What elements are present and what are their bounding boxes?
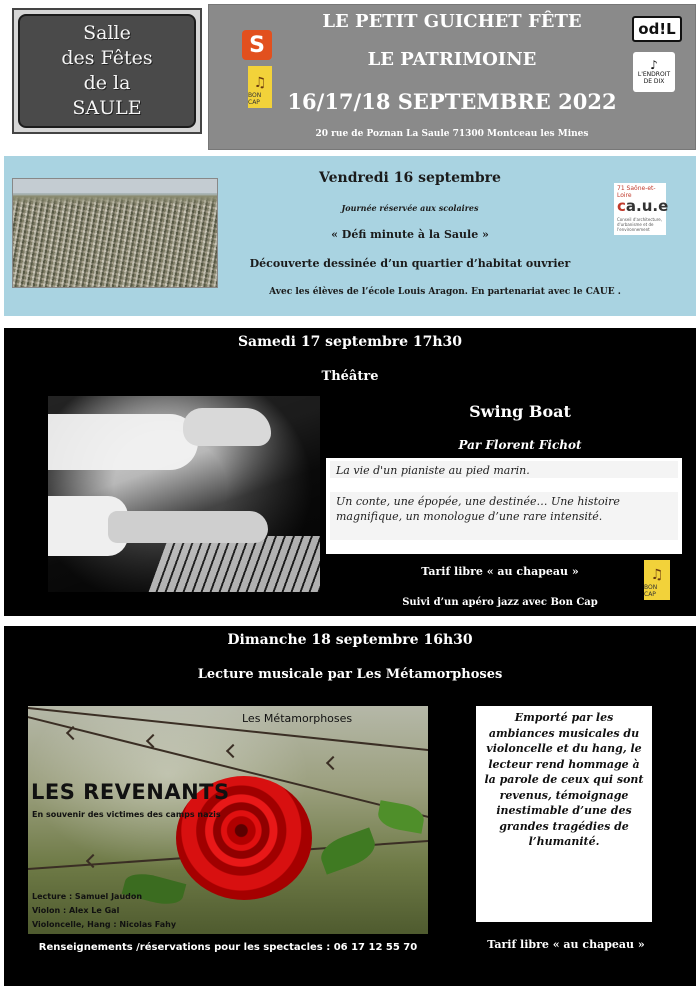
saturday-tarif: Tarif libre « au chapeau » — [421, 565, 579, 578]
barbed-wire-1 — [28, 706, 428, 752]
aerial-photo-sky — [13, 179, 217, 193]
saturday-show-title: Swing Boat — [469, 402, 571, 421]
friday-title: Vendredi 16 septembre — [319, 170, 501, 186]
sunday-tarif: Tarif libre « au chapeau » — [487, 938, 645, 951]
caue-logo-region: 71 Saône-et-Loire — [617, 185, 656, 199]
poster-title: LES REVENANTS — [31, 780, 230, 804]
friday-description: Découverte dessinée d’un quartier d’habitat ouvrier — [249, 257, 571, 270]
endroit-symbol-icon: ♪ — [650, 58, 658, 72]
pianist-photo — [48, 396, 320, 592]
caue-logo-caption: Conseil d'architecture, d'urbanisme et de l'environnement — [617, 217, 662, 232]
poster-brand: Les Métamorphoses — [242, 712, 353, 725]
endroit-logo-icon — [633, 52, 675, 92]
plaque-line-2: des Fêtes — [61, 47, 153, 69]
photo-hand-upper — [183, 408, 271, 446]
boncap-figure-icon-2: ♫ — [650, 567, 664, 583]
boncap-logo-icon — [248, 66, 272, 108]
sunday-title: Dimanche 18 septembre 16h30 — [227, 632, 473, 648]
poster-credit-lecture: Lecture : Samuel Jaudon — [32, 892, 143, 901]
les-revenants-poster — [28, 706, 428, 934]
saturday-description-box — [326, 458, 682, 554]
saturday-follow-up: Suivi d’un apéro jazz avec Bon Cap — [402, 597, 598, 608]
barb-icon — [226, 744, 240, 758]
boncap-logo-label: BON CAP — [248, 92, 262, 106]
rose-leaf-2 — [376, 800, 426, 834]
saturday-show-author: Par Florent Fichot — [458, 438, 582, 452]
poster-credit-violoncelle: Violoncelle, Hang : Nicolas Fahy — [32, 920, 177, 929]
saturday-title: Samedi 17 septembre 17h30 — [237, 334, 463, 350]
caue-logo-mark-aue: a.u.e — [625, 197, 669, 215]
caue-logo-mark — [617, 197, 668, 215]
caue-logo-mark-c: c — [617, 197, 626, 215]
photo-piano-keys — [147, 536, 320, 592]
aerial-photo-la-saule — [12, 178, 218, 288]
header-title-line-1: LE PETIT GUICHET FÊTE — [322, 11, 582, 32]
friday-note: Journée réservée aux scolaires — [341, 203, 479, 213]
boncap-logo-icon-2 — [644, 560, 670, 600]
plaque-line-1: Salle — [83, 22, 131, 44]
saturday-category: Théâtre — [321, 369, 379, 384]
barb-icon — [326, 756, 340, 770]
endroit-logo-label: L'ENDROIT DE DIX — [637, 71, 671, 85]
header-dates: 16/17/18 SEPTEMBRE 2022 — [287, 89, 617, 114]
sunday-subtitle: Lecture musicale par Les Métamorphoses — [197, 667, 503, 682]
plaque-text — [18, 14, 196, 128]
header-banner — [208, 4, 696, 150]
boncap-figure-icon: ♫ — [253, 75, 267, 91]
plaque-line-4: SAULE — [72, 97, 142, 119]
caue-logo-icon — [614, 183, 669, 235]
saturday-description-2: Un conte, une épopée, une destinée… Une histoire magnifique, un monologue d’une rare intensité. — [336, 495, 620, 523]
friday-partners: Avec les élèves de l’école Louis Aragon. En partenariat avec le CAUE . — [269, 287, 621, 297]
salle-des-fetes-plaque — [12, 8, 202, 134]
poster-credit-violon: Violon : Alex Le Gal — [32, 906, 120, 915]
saturday-description-1: La vie d'un pianiste au pied marin. — [336, 464, 530, 477]
poster-subtitle: En souvenir des victimes des camps nazis — [32, 810, 221, 819]
header-address: 20 rue de Poznan La Saule 71300 Montceau les Mines — [315, 129, 589, 139]
boncap-logo-label-2: BON CAP — [644, 584, 658, 598]
s-logo-icon: S — [242, 30, 272, 60]
reservation-contact: Renseignements /réservations pour les spectacles : 06 17 12 55 70 — [38, 942, 418, 953]
photo-hand-lower — [108, 511, 268, 543]
header-title-line-2: LE PATRIMOINE — [367, 49, 537, 70]
rose-leaf-3 — [122, 869, 187, 910]
odil-logo-icon: od!L — [632, 16, 682, 42]
barb-icon — [86, 854, 100, 868]
friday-event: « Défi minute à la Saule » — [331, 228, 489, 241]
rose-leaf-1 — [317, 827, 380, 874]
photo-sleeve-upper — [48, 414, 198, 470]
sunday-description: Emporté par les ambiances musicales du violoncelle et du hang, le lecteur rend hommage à la parole de ceux qui sont revenus, témoignage inestimable d’une des grandes tragédies de l’humanité. — [476, 706, 652, 922]
plaque-line-3: de la — [83, 72, 131, 94]
